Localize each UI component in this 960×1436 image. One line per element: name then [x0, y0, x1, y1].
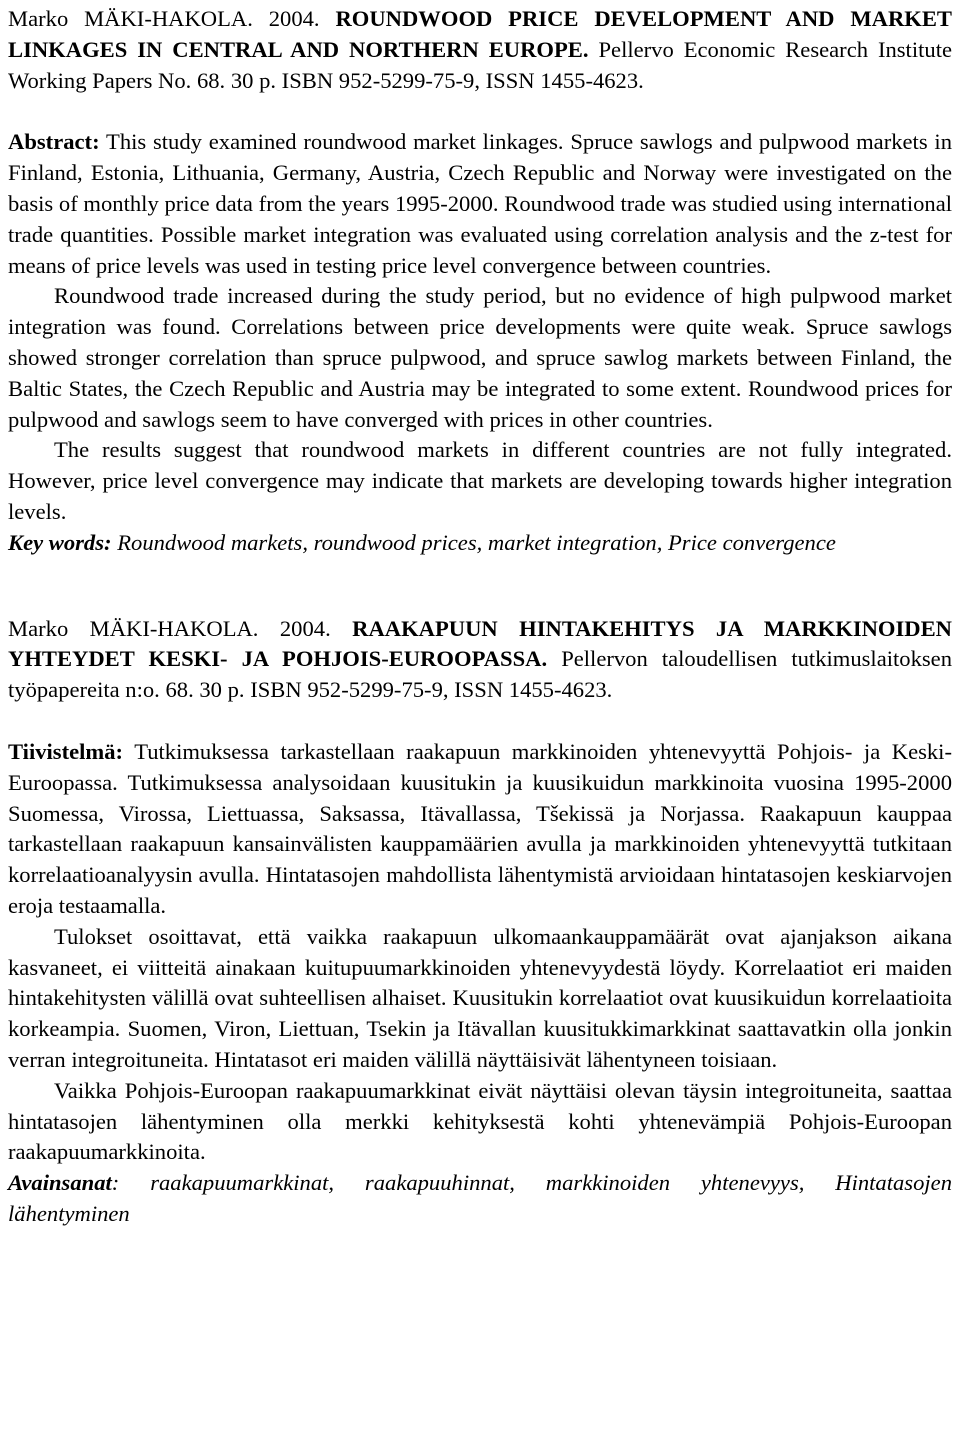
- finnish-citation-author: Marko MÄKI-HAKOLA. 2004.: [8, 615, 331, 641]
- finnish-citation-title: RAAKAPUUN HINTAKEHITYS JA MARKKINOIDEN YHTEYDET KESKI- JA POHJOIS-EUROOPASSA.: [8, 615, 952, 672]
- english-abstract-paragraph-3: The results suggest that roundwood markets in different countries are not fully integrated. However, price level convergence may indicate that markets are developing towards higher integration levels.: [8, 437, 952, 524]
- finnish-citation: [8, 614, 952, 706]
- english-keywords: [8, 528, 952, 559]
- english-abstract-paragraph-1: [8, 127, 952, 281]
- finnish-citation-rest: Pellervon taloudellisen tutkimuslaitoksen työpapereita n:o. 68. 30 p. ISBN 952-5299-75-9, ISSN 1455-4623.: [8, 646, 952, 703]
- english-citation: [8, 4, 952, 96]
- english-abstract-label: Abstract:: [8, 129, 100, 155]
- finnish-keywords-text: : raakapuumarkkinat, raakapuuhinnat, markkinoiden yhtenevyys, Hintatasojen lähentyminen: [8, 1170, 952, 1226]
- finnish-keywords-label: Avainsanat: [8, 1170, 112, 1196]
- english-keywords-text: Roundwood markets, roundwood prices, market integration, Price convergence: [117, 529, 836, 555]
- english-citation-title: ROUNDWOOD PRICE DEVELOPMENT AND MARKET LINKAGES IN CENTRAL AND NORTHERN EUROPE.: [8, 6, 952, 62]
- spacer: [8, 706, 952, 737]
- spacer: [8, 559, 952, 614]
- finnish-abstract-text-1: Tutkimuksessa tarkastellaan raakapuun markkinoiden yhtenevyyttä Pohjois- ja Keski-Euroopassa. Tutkimuksessa analysoidaan kuusitukin ja kuusikuidun markkinoita vuosina 1995-2000 Suomessa, Virossa, Liettuassa, Saksassa, Itävallassa, Tšekissä ja Norjassa. Raakapuun kauppaa tarkastellaan raakapuun kansainvälisten kauppamäärien avulla ja markkinoiden yhtenevyyttä tutkitaan korrelaatioanalyysin avulla. Hintatasojen mahdollista lähentymistä arvioidaan hintatasojen keskiarvojen eroja testaamalla.: [8, 738, 952, 918]
- spacer: [8, 96, 952, 127]
- finnish-abstract-label: Tiivistelmä:: [8, 738, 124, 764]
- finnish-abstract-paragraph-2: Tulokset osoittavat, että vaikka raakapuun ulkomaankauppamäärät ovat ajanjakson aikana kasvaneet, ei viitteitä ainakaan kuitupuumarkkinoiden yhtenevyydestä löydy. Korrelaatiot eri maiden hintakehitysten välillä ovat suhteellisen alhaiset. Kuusitukin korrelaatiot ovat kuusikuidun korrelaatioita korkeampia. Suomen, Viron, Liettuan, Tsekin ja Itävallan kuusitukkimarkkinat saattavatkin olla jonkin verran integroituneita. Hintatasot eri maiden välillä näyttäisivät lähentyneen toisiaan.: [8, 923, 952, 1072]
- english-citation-rest: Pellervo Economic Research Institute Working Papers No. 68. 30 p. ISBN 952-5299-75-9, ISSN 1455-4623.: [8, 36, 952, 93]
- finnish-abstract-paragraph-1: [8, 737, 952, 922]
- english-citation-author: Marko MÄKI-HAKOLA. 2004.: [8, 6, 320, 31]
- english-abstract-paragraph-2: Roundwood trade increased during the study period, but no evidence of high pulpwood market integration was found. Correlations between price developments were quite weak. Spruce sawlogs showed stronger correlation than spruce pulpwood, and spruce sawlog markets between Finland, the Baltic States, the Czech Republic and Austria may be integrated to some extent. Roundwood prices for pulpwood and sawlogs seem to have converged with prices in other countries.: [8, 283, 952, 432]
- english-keywords-label: Key words:: [8, 529, 112, 555]
- finnish-keywords: [8, 1168, 952, 1230]
- finnish-abstract-paragraph-3: Vaikka Pohjois-Euroopan raakapuumarkkinat eivät näyttäisi olevan täysin integroituneita, saattaa hintatasojen lähentyminen olla merkki kehityksestä kohti yhtenevämpiä Pohjois-Euroopan raakapuumarkkinoita.: [8, 1077, 952, 1165]
- english-abstract-text-1: This study examined roundwood market linkages. Spruce sawlogs and pulpwood markets in Finland, Estonia, Lithuania, Germany, Austria, Czech Republic and Norway were investigated on the basis of monthly price data from the years 1995-2000. Roundwood trade was studied using international trade quantities. Possible market integration was evaluated using correlation analysis and the z-test for means of price levels was used in testing price level convergence between countries.: [8, 129, 953, 278]
